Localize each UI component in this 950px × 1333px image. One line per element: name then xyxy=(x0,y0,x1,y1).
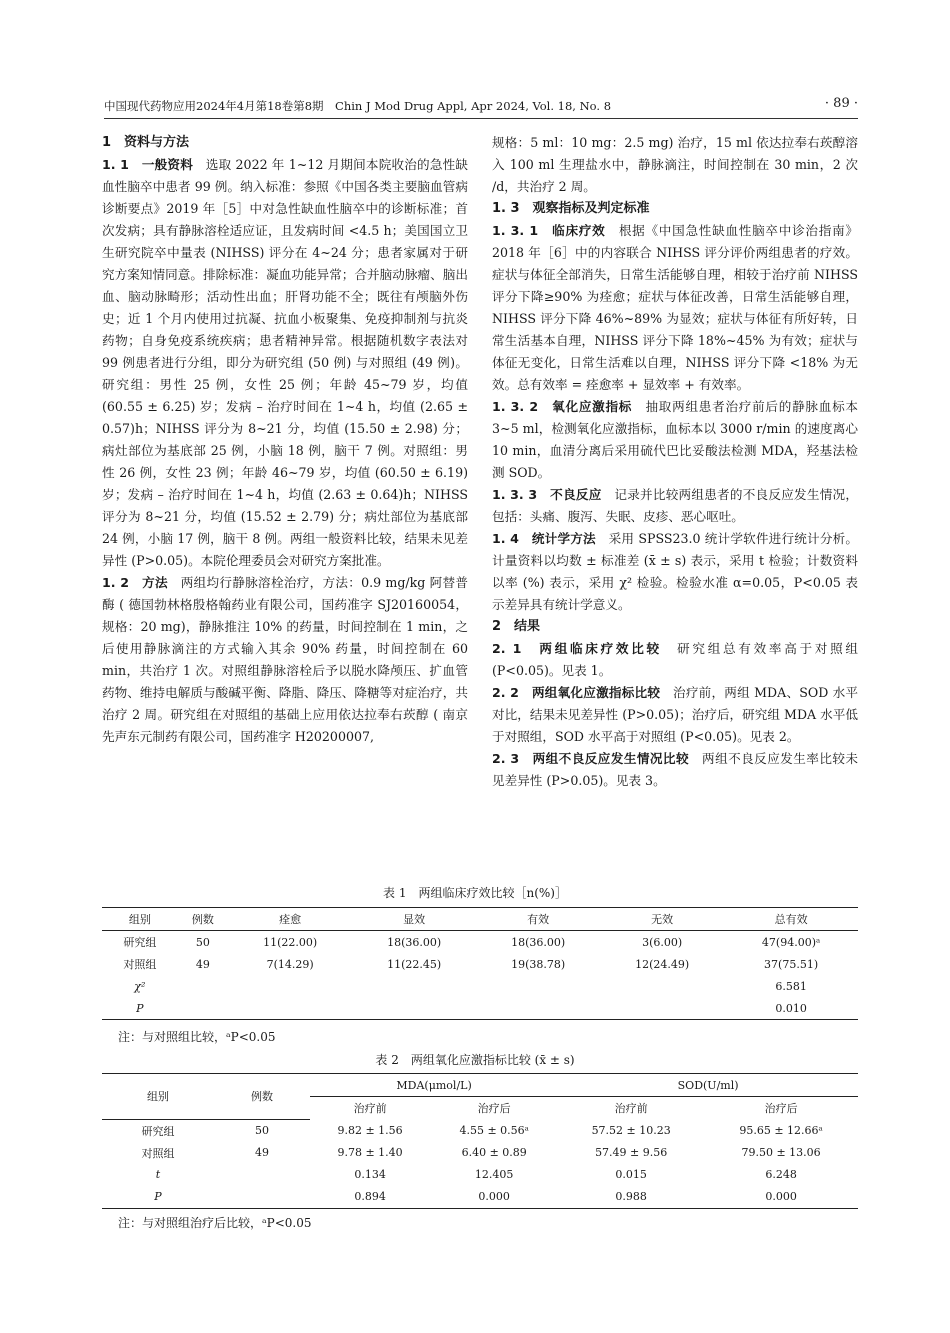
table-row xyxy=(102,1164,858,1186)
table-cell: 研究组 xyxy=(123,936,157,949)
table-cell: 0.134 xyxy=(354,1168,386,1181)
paragraph-lead: 1. 3. 1 临床疗效 xyxy=(492,223,606,238)
table1-header: 总有效 xyxy=(724,908,858,931)
table2-header-group: 组别 xyxy=(102,1074,214,1120)
table-cell xyxy=(476,997,600,1020)
table-cell xyxy=(476,975,600,997)
table-cell xyxy=(178,975,228,997)
table-cell xyxy=(352,975,476,997)
table-cell: t xyxy=(155,1168,161,1181)
table-cell: 6.248 xyxy=(765,1168,797,1181)
paragraph xyxy=(492,132,858,198)
paragraph xyxy=(102,154,468,572)
table-cell: 0.010 xyxy=(724,997,858,1020)
table1-header: 痊愈 xyxy=(228,908,352,931)
table-cell xyxy=(352,997,476,1020)
paragraph-lead: 2. 2 两组氧化应激指标比较 xyxy=(492,685,661,700)
table-cell xyxy=(214,1164,310,1186)
table-cell: 18(36.00) xyxy=(387,935,442,949)
table-cell: 50 xyxy=(195,935,210,949)
paragraph-lead: 1. 4 统计学方法 xyxy=(492,531,596,546)
table-cell xyxy=(214,1186,310,1209)
table2-sub-header: 治疗后 xyxy=(764,1102,798,1115)
table-cell: 4.55 ± 0.56ᵃ xyxy=(459,1123,529,1137)
table-cell: 研究组 xyxy=(141,1124,175,1138)
table-cell xyxy=(600,997,724,1020)
table-cell: 0.000 xyxy=(704,1186,858,1209)
table-cell: 对照组 xyxy=(141,1146,175,1160)
table2-title: 表 2 两组氧化应激指标比较 (x̄ ± s) xyxy=(375,1053,575,1067)
paragraph-text: 规格：5 ml：10 mg：2.5 mg) 治疗，15 ml 依达拉奉右莰醇溶入 100 ml 生理盐水中，静脉滴注，时间控制在 30 min，2 次 /d，共治疗 2 周。 xyxy=(492,135,858,194)
table-row xyxy=(102,1142,858,1164)
table-cell: P xyxy=(102,997,178,1020)
paragraph xyxy=(492,528,858,616)
paragraph xyxy=(492,638,858,682)
running-header xyxy=(104,96,858,119)
table2-note: 注：与对照组治疗后比较，ᵃP<0.05 xyxy=(118,1216,312,1230)
table-row xyxy=(102,975,858,997)
paragraph-text: 记录并比较两组患者的不良反应发生情况，包括：头痛、腹泻、失眠、皮疹、恶心呕吐。 xyxy=(492,487,858,524)
left-column xyxy=(102,132,468,748)
paragraph-lead: 2. 3 两组不良反应发生情况比较 xyxy=(492,751,690,766)
table-cell: 6.40 ± 0.89 xyxy=(461,1146,527,1159)
paragraph-lead: 2. 1 两组临床疗效比较 xyxy=(492,641,662,656)
table-row xyxy=(102,1119,858,1142)
table-cell: 9.78 ± 1.40 xyxy=(337,1146,403,1159)
table-cell: 12.405 xyxy=(474,1168,514,1181)
table-row xyxy=(102,1186,858,1209)
paragraph-text: 选取 2022 年 1~12 月期间本院收治的急性缺血性脑卒中患者 99 例。纳入标准：参照《中国各类主要脑血管病诊断要点》2019 年［5］中对急性缺血性脑卒中的诊断标准；首次发病；具有静脉溶栓适应证，且发病时间 <4.5 h；美国国立卫生研究院卒中量表 (NIHSS) 评分在 4~24 分；患者家属对于研究方案知情同意。排除标准：凝血功能异常；合并脑动脉瘤、脑出血、脑动脉畸形；活动性出血；肝肾功能不全；既往有颅脑外伤史；近 1 个月内使用过抗凝、抗血小板聚集、免疫抑制剂与抗炎药物；自身免疫系统疾病；患者精神异常。根据随机数字表法对 99 例患者进行分组，即分为研究组 (50 例) 与对照组 (49 例)。研究组：男性 25 例，女性 25 例；年龄 45~79 岁，均值 (60.55 ± 6.25) 岁；发病 – 治疗时间在 1~4 h，均值 (2.65 ± 0.57)h；NIHSS 评分为 8~21 分，均值 (15.50 ± 2.98) 分；病灶部位为基底部 25 例，小脑 18 例，脑干 7 例。对照组：男性 26 例，女性 23 例；年龄 46~79 岁，均值 (60.50 ± 6.19) 岁；发病 – 治疗时间在 1~4 h，均值 (2.63 ± 0.64)h；NIHSS 评分为 8~21 分，均值 (15.52 ± 2.79) 分；病灶部位为基底部 24 例，小脑 17 例，脑干 8 例。两组一般资料比较，结果未见差异性 (P>0.05)。本院伦理委员会对研究方案批准。 xyxy=(102,157,468,568)
table-cell xyxy=(600,975,724,997)
paragraph xyxy=(492,484,858,528)
table-row xyxy=(102,953,858,975)
table-cell xyxy=(178,997,228,1020)
paragraph-lead: 1. 3. 2 氧化应激指标 xyxy=(492,399,633,414)
table1-header: 组别 xyxy=(102,908,178,931)
table-row xyxy=(102,931,858,954)
paragraph-text: 采用 SPSS23.0 统计学软件进行统计分析。计量资料以均数 ± 标准差 (x̄ ± s) 表示，采用 t 检验；计数资料以率 (%) 表示，采用 χ² 检验。检验水准 α=0.05，P<0.05 表示差异具有统计学意义。 xyxy=(492,531,858,612)
table1-header: 无效 xyxy=(600,908,724,931)
paragraph-text: 抽取两组患者治疗前后的静脉血标本 3~5 ml，检测氧化应激指标，血标本以 3000 r/min 的速度离心 10 min，血清分离后采用硫代巴比妥酸法检测 MDA，羟基法检测 SOD。 xyxy=(492,399,858,480)
table-cell: χ² xyxy=(134,979,146,993)
table-cell xyxy=(228,997,352,1020)
journal-citation: 中国现代药物应用2024年4月第18卷第8期 Chin J Mod Drug Appl, Apr 2024, Vol. 18, No. 8 xyxy=(104,99,612,113)
table-cell: 79.50 ± 13.06 xyxy=(741,1146,821,1159)
section-heading: 1 资料与方法 xyxy=(102,135,190,150)
paragraph-lead: 1. 1 一般资料 xyxy=(102,157,193,172)
table-cell: 11(22.00) xyxy=(263,935,318,949)
table-cell: 6.581 xyxy=(775,979,807,993)
table-cell: 11(22.45) xyxy=(387,957,442,971)
paragraph-text: 两组不良反应发生率比较未见差异性 (P>0.05)。见表 3。 xyxy=(492,751,859,788)
table2-sub-header: 治疗前 xyxy=(353,1102,387,1115)
table1-header: 例数 xyxy=(178,908,228,931)
table2-sub-header: 治疗前 xyxy=(614,1102,648,1115)
table-cell: P xyxy=(102,1186,214,1209)
table-cell: 0.000 xyxy=(430,1186,558,1209)
table-cell: 0.894 xyxy=(310,1186,430,1209)
table-cell xyxy=(228,975,352,997)
paragraph xyxy=(492,748,858,792)
table2 xyxy=(102,1073,858,1209)
paragraph-lead: 1. 3. 3 不良反应 xyxy=(492,487,602,502)
table-cell: 57.49 ± 9.56 xyxy=(595,1146,668,1159)
paragraph xyxy=(102,572,468,748)
section-heading: 1. 3 观察指标及判定标准 xyxy=(492,201,650,216)
table-cell: 12(24.49) xyxy=(635,957,690,971)
right-column xyxy=(492,132,858,792)
table-cell: 3(6.00) xyxy=(642,935,683,949)
table-cell: 9.82 ± 1.56 xyxy=(337,1123,403,1137)
table-cell: 18(36.00) xyxy=(511,935,566,949)
table-cell: 57.52 ± 10.23 xyxy=(591,1123,671,1137)
table-cell: 对照组 xyxy=(123,958,157,971)
table-cell: 7(14.29) xyxy=(266,957,314,971)
table1-title: 表 1 两组临床疗效比较［n(%)］ xyxy=(383,886,567,900)
paragraph-text: 两组均行静脉溶栓治疗，方法：0.9 mg/kg 阿替普酶 ( 德国勃林格殷格翰药业有限公司，国药准字 SJ20160054，规格：20 mg)，静脉推注 10% 的药量，时间控制在 1 min，之后使用静脉滴注的方式输入其余 90% 药量，时间控制在 60 min，共治疗 1 次。对照组静脉溶栓后予以脱水降颅压、扩血管药物、维持电解质与酸碱平衡、降脂、降压、降糖等对症治疗，共治疗 2 周。研究组在对照组的基础上应用依达拉奉右莰醇 ( 南京先声东元制药有限公司，国药准字 H20200007, xyxy=(102,575,468,744)
section-heading: 2 结果 xyxy=(492,619,541,634)
page-number: · 89 · xyxy=(824,96,858,111)
table1 xyxy=(102,907,858,1020)
table-cell: 0.988 xyxy=(558,1186,704,1209)
table-cell: 0.015 xyxy=(615,1168,647,1181)
table-cell: 49 xyxy=(255,1146,269,1159)
table2-header-sod: SOD(U/ml) xyxy=(558,1074,858,1097)
table-cell: 50 xyxy=(255,1124,269,1137)
table2-header-n: 例数 xyxy=(214,1074,310,1120)
table2-sub-header: 治疗后 xyxy=(477,1102,511,1115)
table-cell: 95.65 ± 12.66ᵃ xyxy=(739,1123,823,1137)
paragraph xyxy=(492,396,858,484)
paragraph-lead: 1. 2 方法 xyxy=(102,575,168,590)
table1-header: 有效 xyxy=(476,908,600,931)
paragraph xyxy=(492,220,858,396)
table2-header-mda: MDA(μmol/L) xyxy=(310,1074,558,1097)
table-cell: 37(75.51) xyxy=(764,957,819,971)
table-cell: 19(38.78) xyxy=(511,957,566,971)
table-row xyxy=(102,997,858,1020)
table1-header: 显效 xyxy=(352,908,476,931)
table1-note: 注：与对照组比较，ᵃP<0.05 xyxy=(118,1030,276,1044)
paragraph-text: 根据《中国急性缺血性脑卒中诊治指南》2018 年［6］中的内容联合 NIHSS 评分评价两组患者的疗效。症状与体征全部消失，日常生活能够自理，相较于治疗前 NIHSS 评分下降≥90% 为痊愈；症状与体征改善，日常生活能够自理，NIHSS 评分下降 46%~89% 为显效；症状与体征有所好转，日常生活基本自理，NIHSS 评分下降 18%~45% 为有效；症状与体征无变化，日常生活难以自理，NIHSS 评分下降 <18% 为无效。总有效率 = 痊愈率 + 显效率 + 有效率。 xyxy=(492,223,858,392)
paragraph-text: 研究组总有效率高于对照组 (P<0.05)。见表 1。 xyxy=(492,641,859,678)
table-cell: 47(94.00)ᵃ xyxy=(761,935,821,949)
table-cell: 49 xyxy=(195,957,210,971)
paragraph xyxy=(492,682,858,748)
paragraph-text: 治疗前，两组 MDA、SOD 水平对比，结果未见差异性 (P>0.05)；治疗后，研究组 MDA 水平低于对照组，SOD 水平高于对照组 (P<0.05)。见表 2。 xyxy=(492,685,858,744)
